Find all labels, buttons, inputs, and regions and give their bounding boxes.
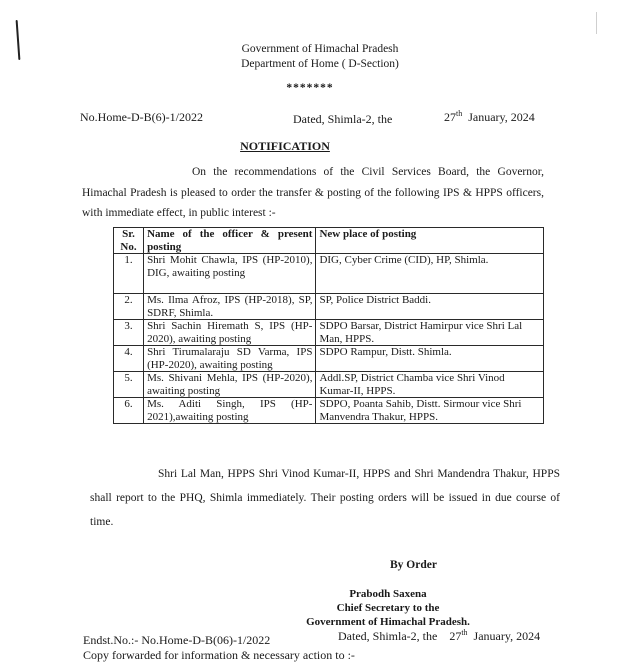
reference-month-year: January, 2024: [468, 110, 535, 124]
row-officer: Ms. Shivani Mehla, IPS (HP-2020), awaiting posting: [144, 372, 316, 398]
row-new-place: DIG, Cyber Crime (CID), HP, Shimla.: [316, 254, 544, 294]
endorsement-date: [338, 628, 540, 644]
endorsement-day-suffix: th: [461, 628, 468, 637]
row-officer: Shri Sachin Hiremath S, IPS (HP-2020), awaiting posting: [144, 320, 316, 346]
row-new-place: SDPO Barsar, District Hamirpur vice Shri Lal Man, HPPS.: [316, 320, 544, 346]
endorsement-dated: Dated, Shimla-2, the: [338, 629, 438, 643]
header-government: Government of Himachal Pradesh: [241, 43, 399, 55]
by-order: By Order: [390, 559, 437, 571]
signatory-designation-1: Chief Secretary to the: [336, 602, 440, 614]
signatory-designation-2: Government of Himachal Pradesh.: [306, 616, 470, 628]
endorsement-day: 27: [449, 629, 462, 643]
table-row: [114, 398, 544, 424]
row-new-place: SP, Police District Baddi.: [316, 294, 544, 320]
reference-dated: Dated, Shimla-2, the: [293, 112, 393, 126]
header-new-place: New place of posting: [316, 228, 544, 254]
table-header-row: [114, 228, 544, 254]
row-officer: Ms. Aditi Singh, IPS (HP-2021),awaiting posting: [144, 398, 316, 424]
row-new-place: SDPO Rampur, Distt. Shimla.: [316, 346, 544, 372]
row-sr: 2.: [114, 294, 144, 320]
table-row: [114, 294, 544, 320]
table-row: [114, 320, 544, 346]
endorsement-number: Endst.No.:- No.Home-D-B(06)-1/2022: [83, 633, 271, 647]
row-sr: 6.: [114, 398, 144, 424]
margin-pen-mark: [16, 20, 21, 60]
row-sr: 1.: [114, 254, 144, 294]
row-sr: 5.: [114, 372, 144, 398]
table-row: [114, 372, 544, 398]
row-sr: 3.: [114, 320, 144, 346]
table-row: [114, 346, 544, 372]
posting-table: [113, 227, 544, 424]
row-officer: Shri Mohit Chawla, IPS (HP-2010), DIG, awaiting posting: [144, 254, 316, 294]
table-row: [114, 254, 544, 294]
page-edge-line: [596, 12, 597, 34]
reference-date: [444, 109, 535, 125]
header-sr-no: Sr. No.: [114, 228, 144, 254]
row-sr: 4.: [114, 346, 144, 372]
signatory-name: Prabodh Saxena: [349, 588, 427, 600]
department-header: [200, 42, 440, 72]
endorsement-copy-line: Copy forwarded for information & necessary action to :-: [83, 648, 355, 662]
endorsement-month-year: January, 2024: [473, 629, 541, 643]
row-officer: Shri Tirumalaraju SD Varma, IPS (HP-2020), awaiting posting: [144, 346, 316, 372]
row-officer: Ms. Ilma Afroz, IPS (HP-2018), SP, SDRF, Shimla.: [144, 294, 316, 320]
reference-day-suffix: th: [456, 109, 463, 118]
header-officer-name: Name of the officer & present posting: [144, 228, 316, 254]
signature-block: [300, 587, 476, 629]
reference-day: 27: [444, 110, 456, 124]
closing-paragraph: Shri Lal Man, HPPS Shri Vinod Kumar-II, HPPS and Shri Mandendra Thakur, HPPS shall report to the PHQ, Shimla immediately. Their posting orders will be issued in due course of time.: [90, 468, 560, 528]
reference-number: No.Home-D-B(6)-1/2022: [80, 110, 203, 124]
header-stars: *******: [286, 82, 334, 94]
notification-title: NOTIFICATION: [240, 139, 330, 153]
row-new-place: SDPO, Poanta Sahib, Distt. Sirmour vice Shri Manvendra Thakur, HPPS.: [316, 398, 544, 424]
header-department: Department of Home ( D-Section): [241, 58, 399, 70]
intro-paragraph: On the recommendations of the Civil Services Board, the Governor, Himachal Pradesh is pleased to order the transfer & posting of the following IPS & HPPS officers, with immediate effect, in public interest :-: [82, 166, 544, 219]
row-new-place: Addl.SP, District Chamba vice Shri Vinod Kumar-II, HPPS.: [316, 372, 544, 398]
